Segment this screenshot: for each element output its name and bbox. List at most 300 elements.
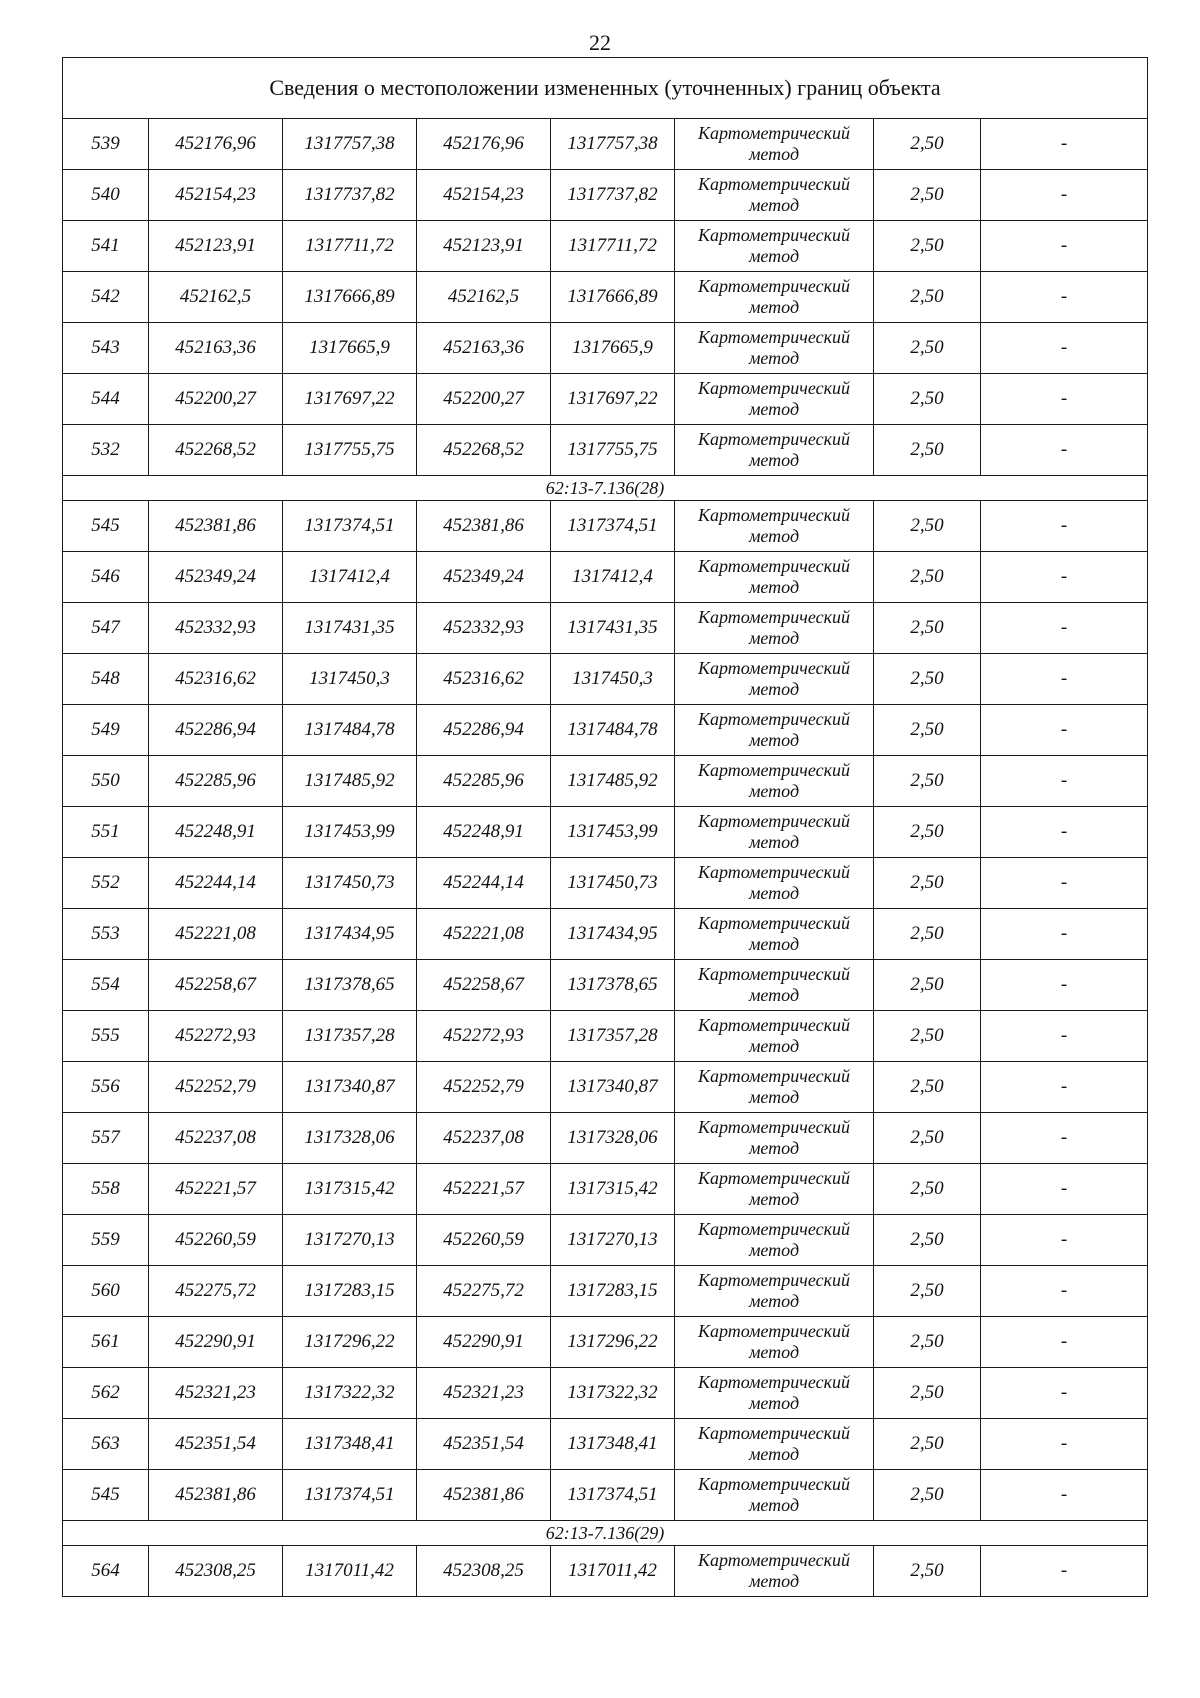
y-existing-cell: 1317340,87 [283, 1062, 417, 1113]
y-new-cell: 1317296,22 [551, 1317, 675, 1368]
point-number-cell: 559 [63, 1215, 149, 1266]
x-existing-cell: 452176,96 [149, 119, 283, 170]
y-new-cell: 1317374,51 [551, 1470, 675, 1521]
method-cell [675, 858, 874, 909]
method-line-1: Картометрический [697, 1423, 850, 1443]
method-cell [675, 221, 874, 272]
description-cell: - [981, 858, 1148, 909]
x-existing-cell: 452290,91 [149, 1317, 283, 1368]
x-new-cell: 452268,52 [417, 425, 551, 476]
y-new-cell: 1317374,51 [551, 501, 675, 552]
y-new-cell: 1317450,73 [551, 858, 675, 909]
y-existing-cell: 1317412,4 [283, 552, 417, 603]
method-line-1: Картометрический [697, 658, 850, 678]
description-cell: - [981, 807, 1148, 858]
x-existing-cell: 452308,25 [149, 1546, 283, 1597]
y-new-cell: 1317755,75 [551, 425, 675, 476]
method-line-1: Картометрический [697, 1321, 850, 1341]
y-existing-cell: 1317665,9 [283, 323, 417, 374]
point-number-cell: 545 [63, 501, 149, 552]
point-number-cell: 549 [63, 705, 149, 756]
y-new-cell: 1317453,99 [551, 807, 675, 858]
method-line-2: метод [748, 399, 800, 419]
table-row [63, 170, 1148, 221]
method-cell [675, 501, 874, 552]
table-row [63, 909, 1148, 960]
description-cell: - [981, 221, 1148, 272]
description-cell: - [981, 1215, 1148, 1266]
method-cell [675, 119, 874, 170]
x-existing-cell: 452349,24 [149, 552, 283, 603]
y-existing-cell: 1317697,22 [283, 374, 417, 425]
method-line-1: Картометрический [697, 123, 850, 143]
method-cell [675, 1470, 874, 1521]
section-label: 62:13-7.136(29) [63, 1521, 1148, 1546]
y-new-cell: 1317412,4 [551, 552, 675, 603]
method-line-1: Картометрический [697, 1117, 850, 1137]
x-new-cell: 452252,79 [417, 1062, 551, 1113]
method-cell [675, 1546, 874, 1597]
method-line-1: Картометрический [697, 1474, 850, 1494]
y-existing-cell: 1317484,78 [283, 705, 417, 756]
method-line-2: метод [748, 934, 800, 954]
x-existing-cell: 452381,86 [149, 501, 283, 552]
accuracy-cell: 2,50 [874, 119, 981, 170]
y-new-cell: 1317711,72 [551, 221, 675, 272]
description-cell: - [981, 756, 1148, 807]
table-row [63, 1062, 1148, 1113]
x-new-cell: 452244,14 [417, 858, 551, 909]
y-existing-cell: 1317737,82 [283, 170, 417, 221]
x-existing-cell: 452154,23 [149, 170, 283, 221]
method-line-1: Картометрический [697, 913, 850, 933]
x-new-cell: 452200,27 [417, 374, 551, 425]
y-new-cell: 1317011,42 [551, 1546, 675, 1597]
table-row [63, 1215, 1148, 1266]
description-cell: - [981, 603, 1148, 654]
method-cell [675, 654, 874, 705]
method-line-2: метод [748, 246, 800, 266]
point-number-cell: 560 [63, 1266, 149, 1317]
method-cell [675, 756, 874, 807]
method-cell [675, 1419, 874, 1470]
x-new-cell: 452260,59 [417, 1215, 551, 1266]
method-line-2: метод [748, 1240, 800, 1260]
x-new-cell: 452176,96 [417, 119, 551, 170]
method-cell [675, 1215, 874, 1266]
x-existing-cell: 452332,93 [149, 603, 283, 654]
method-cell [675, 705, 874, 756]
point-number-cell: 562 [63, 1368, 149, 1419]
point-number-cell: 540 [63, 170, 149, 221]
point-number-cell: 544 [63, 374, 149, 425]
y-existing-cell: 1317328,06 [283, 1113, 417, 1164]
table-row [63, 374, 1148, 425]
accuracy-cell: 2,50 [874, 170, 981, 221]
method-line-2: метод [748, 450, 800, 470]
method-line-1: Картометрический [697, 1066, 850, 1086]
description-cell: - [981, 1546, 1148, 1597]
description-cell: - [981, 1266, 1148, 1317]
method-cell [675, 807, 874, 858]
description-cell: - [981, 552, 1148, 603]
x-new-cell: 452163,36 [417, 323, 551, 374]
method-line-2: метод [748, 297, 800, 317]
method-line-2: метод [748, 577, 800, 597]
x-new-cell: 452248,91 [417, 807, 551, 858]
table-row [63, 705, 1148, 756]
x-new-cell: 452286,94 [417, 705, 551, 756]
description-cell: - [981, 425, 1148, 476]
x-new-cell: 452290,91 [417, 1317, 551, 1368]
x-new-cell: 452381,86 [417, 501, 551, 552]
accuracy-cell: 2,50 [874, 858, 981, 909]
method-line-2: метод [748, 985, 800, 1005]
method-line-1: Картометрический [697, 1550, 850, 1570]
y-new-cell: 1317378,65 [551, 960, 675, 1011]
accuracy-cell: 2,50 [874, 705, 981, 756]
point-number-cell: 564 [63, 1546, 149, 1597]
x-existing-cell: 452162,5 [149, 272, 283, 323]
x-new-cell: 452351,54 [417, 1419, 551, 1470]
description-cell: - [981, 960, 1148, 1011]
x-existing-cell: 452285,96 [149, 756, 283, 807]
x-existing-cell: 452381,86 [149, 1470, 283, 1521]
y-existing-cell: 1317378,65 [283, 960, 417, 1011]
x-new-cell: 452237,08 [417, 1113, 551, 1164]
table-row [63, 1164, 1148, 1215]
y-new-cell: 1317340,87 [551, 1062, 675, 1113]
method-line-1: Картометрический [697, 174, 850, 194]
accuracy-cell: 2,50 [874, 374, 981, 425]
description-cell: - [981, 1113, 1148, 1164]
accuracy-cell: 2,50 [874, 1546, 981, 1597]
x-existing-cell: 452321,23 [149, 1368, 283, 1419]
point-number-cell: 543 [63, 323, 149, 374]
table-row [63, 654, 1148, 705]
x-existing-cell: 452237,08 [149, 1113, 283, 1164]
x-existing-cell: 452123,91 [149, 221, 283, 272]
method-line-2: метод [748, 679, 800, 699]
x-existing-cell: 452260,59 [149, 1215, 283, 1266]
method-line-1: Картометрический [697, 1168, 850, 1188]
y-existing-cell: 1317348,41 [283, 1419, 417, 1470]
description-cell: - [981, 1011, 1148, 1062]
x-new-cell: 452154,23 [417, 170, 551, 221]
accuracy-cell: 2,50 [874, 1113, 981, 1164]
point-number-cell: 545 [63, 1470, 149, 1521]
accuracy-cell: 2,50 [874, 501, 981, 552]
y-existing-cell: 1317755,75 [283, 425, 417, 476]
point-number-cell: 548 [63, 654, 149, 705]
x-existing-cell: 452252,79 [149, 1062, 283, 1113]
description-cell: - [981, 654, 1148, 705]
accuracy-cell: 2,50 [874, 1368, 981, 1419]
point-number-cell: 563 [63, 1419, 149, 1470]
table-row [63, 1546, 1148, 1597]
accuracy-cell: 2,50 [874, 960, 981, 1011]
section-header-row [63, 476, 1148, 501]
table-body [63, 58, 1148, 1597]
method-line-2: метод [748, 1087, 800, 1107]
method-cell [675, 323, 874, 374]
point-number-cell: 539 [63, 119, 149, 170]
accuracy-cell: 2,50 [874, 1470, 981, 1521]
y-existing-cell: 1317011,42 [283, 1546, 417, 1597]
accuracy-cell: 2,50 [874, 552, 981, 603]
y-new-cell: 1317315,42 [551, 1164, 675, 1215]
y-existing-cell: 1317322,32 [283, 1368, 417, 1419]
point-number-cell: 541 [63, 221, 149, 272]
method-line-1: Картометрический [697, 1372, 850, 1392]
x-existing-cell: 452272,93 [149, 1011, 283, 1062]
table-row [63, 323, 1148, 374]
x-existing-cell: 452286,94 [149, 705, 283, 756]
y-new-cell: 1317270,13 [551, 1215, 675, 1266]
point-number-cell: 557 [63, 1113, 149, 1164]
y-existing-cell: 1317315,42 [283, 1164, 417, 1215]
accuracy-cell: 2,50 [874, 1062, 981, 1113]
method-line-2: метод [748, 1291, 800, 1311]
accuracy-cell: 2,50 [874, 1317, 981, 1368]
y-existing-cell: 1317453,99 [283, 807, 417, 858]
accuracy-cell: 2,50 [874, 272, 981, 323]
method-line-2: метод [748, 781, 800, 801]
description-cell: - [981, 1470, 1148, 1521]
method-line-1: Картометрический [697, 709, 850, 729]
y-existing-cell: 1317757,38 [283, 119, 417, 170]
x-existing-cell: 452268,52 [149, 425, 283, 476]
x-existing-cell: 452351,54 [149, 1419, 283, 1470]
x-new-cell: 452316,62 [417, 654, 551, 705]
table-title-row [63, 58, 1148, 119]
x-existing-cell: 452221,08 [149, 909, 283, 960]
description-cell: - [981, 374, 1148, 425]
point-number-cell: 554 [63, 960, 149, 1011]
section-header-row [63, 1521, 1148, 1546]
y-new-cell: 1317485,92 [551, 756, 675, 807]
method-line-2: метод [748, 1393, 800, 1413]
accuracy-cell: 2,50 [874, 1266, 981, 1317]
description-cell: - [981, 1317, 1148, 1368]
accuracy-cell: 2,50 [874, 654, 981, 705]
y-new-cell: 1317283,15 [551, 1266, 675, 1317]
point-number-cell: 546 [63, 552, 149, 603]
table-row [63, 756, 1148, 807]
x-new-cell: 452349,24 [417, 552, 551, 603]
method-cell [675, 374, 874, 425]
description-cell: - [981, 323, 1148, 374]
x-new-cell: 452381,86 [417, 1470, 551, 1521]
y-new-cell: 1317450,3 [551, 654, 675, 705]
method-line-2: метод [748, 628, 800, 648]
y-existing-cell: 1317485,92 [283, 756, 417, 807]
point-number-cell: 550 [63, 756, 149, 807]
description-cell: - [981, 909, 1148, 960]
y-new-cell: 1317737,82 [551, 170, 675, 221]
y-new-cell: 1317322,32 [551, 1368, 675, 1419]
page-number: 22 [589, 30, 611, 55]
coordinates-table [62, 57, 1148, 1597]
description-cell: - [981, 1164, 1148, 1215]
method-cell [675, 1368, 874, 1419]
x-existing-cell: 452275,72 [149, 1266, 283, 1317]
y-existing-cell: 1317283,15 [283, 1266, 417, 1317]
x-new-cell: 452258,67 [417, 960, 551, 1011]
description-cell: - [981, 272, 1148, 323]
method-line-1: Картометрический [697, 862, 850, 882]
x-new-cell: 452221,08 [417, 909, 551, 960]
x-new-cell: 452123,91 [417, 221, 551, 272]
description-cell: - [981, 1368, 1148, 1419]
x-new-cell: 452332,93 [417, 603, 551, 654]
y-existing-cell: 1317357,28 [283, 1011, 417, 1062]
method-line-1: Картометрический [697, 378, 850, 398]
x-new-cell: 452285,96 [417, 756, 551, 807]
method-line-1: Картометрический [697, 276, 850, 296]
method-cell [675, 425, 874, 476]
y-existing-cell: 1317374,51 [283, 501, 417, 552]
method-line-2: метод [748, 1138, 800, 1158]
method-cell [675, 1164, 874, 1215]
x-existing-cell: 452258,67 [149, 960, 283, 1011]
table-row [63, 1419, 1148, 1470]
table-row [63, 221, 1148, 272]
method-line-2: метод [748, 832, 800, 852]
accuracy-cell: 2,50 [874, 1419, 981, 1470]
method-line-2: метод [748, 1036, 800, 1056]
table-row [63, 1113, 1148, 1164]
method-line-1: Картометрический [697, 429, 850, 449]
description-cell: - [981, 1419, 1148, 1470]
y-new-cell: 1317484,78 [551, 705, 675, 756]
method-cell [675, 1266, 874, 1317]
x-new-cell: 452308,25 [417, 1546, 551, 1597]
description-cell: - [981, 705, 1148, 756]
accuracy-cell: 2,50 [874, 323, 981, 374]
method-line-1: Картометрический [697, 811, 850, 831]
y-new-cell: 1317431,35 [551, 603, 675, 654]
method-cell [675, 170, 874, 221]
method-line-2: метод [748, 1189, 800, 1209]
method-line-2: метод [748, 195, 800, 215]
x-existing-cell: 452163,36 [149, 323, 283, 374]
table-row [63, 1470, 1148, 1521]
method-line-1: Картометрический [697, 225, 850, 245]
table-row [63, 1317, 1148, 1368]
method-line-2: метод [748, 1342, 800, 1362]
table-title: Сведения о местоположении измененных (уточненных) границ объекта [63, 58, 1148, 119]
table-row [63, 1368, 1148, 1419]
accuracy-cell: 2,50 [874, 909, 981, 960]
method-line-2: метод [748, 1444, 800, 1464]
method-cell [675, 603, 874, 654]
method-line-2: метод [748, 144, 800, 164]
description-cell: - [981, 119, 1148, 170]
method-line-1: Картометрический [697, 505, 850, 525]
y-existing-cell: 1317434,95 [283, 909, 417, 960]
method-cell [675, 909, 874, 960]
point-number-cell: 553 [63, 909, 149, 960]
accuracy-cell: 2,50 [874, 1011, 981, 1062]
y-existing-cell: 1317431,35 [283, 603, 417, 654]
description-cell: - [981, 170, 1148, 221]
method-line-2: метод [748, 1495, 800, 1515]
x-existing-cell: 452244,14 [149, 858, 283, 909]
y-existing-cell: 1317374,51 [283, 1470, 417, 1521]
table-row [63, 960, 1148, 1011]
method-line-2: метод [748, 1571, 800, 1591]
y-new-cell: 1317697,22 [551, 374, 675, 425]
table-row [63, 119, 1148, 170]
y-existing-cell: 1317711,72 [283, 221, 417, 272]
point-number-cell: 558 [63, 1164, 149, 1215]
method-cell [675, 960, 874, 1011]
description-cell: - [981, 501, 1148, 552]
y-existing-cell: 1317666,89 [283, 272, 417, 323]
method-cell [675, 1317, 874, 1368]
y-new-cell: 1317666,89 [551, 272, 675, 323]
description-cell: - [981, 1062, 1148, 1113]
accuracy-cell: 2,50 [874, 1164, 981, 1215]
method-line-1: Картометрический [697, 556, 850, 576]
section-label: 62:13-7.136(28) [63, 476, 1148, 501]
accuracy-cell: 2,50 [874, 756, 981, 807]
y-existing-cell: 1317450,3 [283, 654, 417, 705]
point-number-cell: 555 [63, 1011, 149, 1062]
y-existing-cell: 1317450,73 [283, 858, 417, 909]
method-line-2: метод [748, 348, 800, 368]
x-new-cell: 452221,57 [417, 1164, 551, 1215]
method-line-1: Картометрический [697, 607, 850, 627]
table-row [63, 552, 1148, 603]
accuracy-cell: 2,50 [874, 603, 981, 654]
point-number-cell: 556 [63, 1062, 149, 1113]
x-new-cell: 452321,23 [417, 1368, 551, 1419]
method-cell [675, 272, 874, 323]
x-existing-cell: 452248,91 [149, 807, 283, 858]
y-new-cell: 1317665,9 [551, 323, 675, 374]
accuracy-cell: 2,50 [874, 425, 981, 476]
point-number-cell: 532 [63, 425, 149, 476]
table-row [63, 1266, 1148, 1317]
y-new-cell: 1317434,95 [551, 909, 675, 960]
table-row [63, 1011, 1148, 1062]
method-cell [675, 552, 874, 603]
method-line-2: метод [748, 526, 800, 546]
method-line-1: Картометрический [697, 760, 850, 780]
method-cell [675, 1062, 874, 1113]
x-existing-cell: 452316,62 [149, 654, 283, 705]
y-new-cell: 1317348,41 [551, 1419, 675, 1470]
y-existing-cell: 1317270,13 [283, 1215, 417, 1266]
accuracy-cell: 2,50 [874, 1215, 981, 1266]
y-existing-cell: 1317296,22 [283, 1317, 417, 1368]
table-row [63, 807, 1148, 858]
x-existing-cell: 452200,27 [149, 374, 283, 425]
accuracy-cell: 2,50 [874, 807, 981, 858]
method-cell [675, 1113, 874, 1164]
method-line-1: Картометрический [697, 327, 850, 347]
table-row [63, 501, 1148, 552]
point-number-cell: 552 [63, 858, 149, 909]
point-number-cell: 542 [63, 272, 149, 323]
y-new-cell: 1317357,28 [551, 1011, 675, 1062]
table-row [63, 603, 1148, 654]
method-line-1: Картометрический [697, 964, 850, 984]
x-new-cell: 452272,93 [417, 1011, 551, 1062]
table-row [63, 272, 1148, 323]
